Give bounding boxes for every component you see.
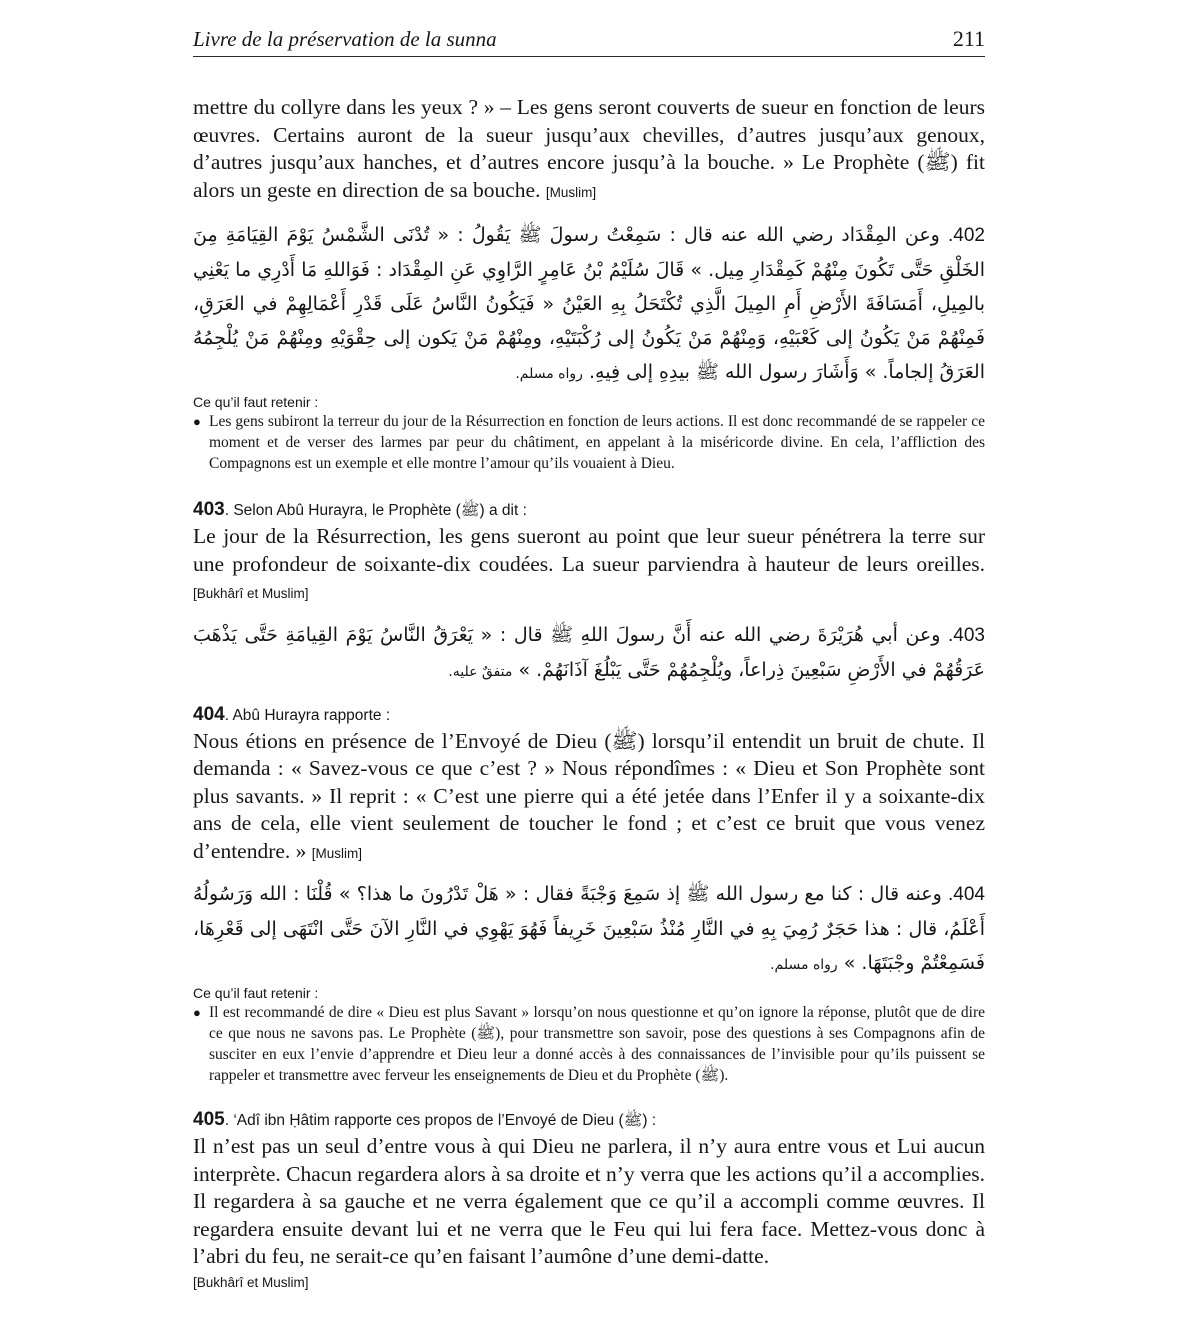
hadith-404-retain-label: Ce qu’il faut retenir : [193, 985, 319, 1001]
hadith-404-retain-item [193, 1002, 985, 1086]
hadith-405-source: [Bukhârî et Muslim] [193, 1274, 309, 1290]
hadith-402-arabic [193, 218, 985, 391]
hadith-405-french [193, 1133, 985, 1271]
hadith-404-arabic-text: وعنه قال : كنا مع رسول الله ﷺ إذ سَمِعَ وَجْبَةً فقال : « هَلْ تَدْرُونَ ما هذا؟ » قُلْنَا : الله وَرَسُولُهُ أَعْلَمُ، قال : هذا حَجَرٌ رُمِيَ بِهِ في النَّارِ مُنْذُ سَبْعِينَ خَرِيفاً فَهُوَ يَهْوِي في النَّارِ الآنَ حَتَّى انْتَهَى إلى قَعْرِهَا، فَسَمِعْتُمْ وجْبَتَهَا. » [193, 883, 985, 974]
hadith-403-arabic [193, 618, 985, 689]
bullet-icon: ● [193, 414, 201, 429]
intro-paragraph [193, 94, 985, 206]
hadith-404-heading [193, 705, 985, 726]
hadith-405-heading-text: . ‘Adî ibn Ḥâtim rapporte ces propos de l’Envoyé de Dieu (ﷺ) : [224, 1112, 657, 1129]
book-page [193, 22, 985, 1290]
running-header [193, 22, 985, 57]
hadith-404-arabic-number: 404. [948, 884, 985, 905]
intro-text: mettre du collyre dans les yeux ? » – Les gens seront couverts de sueur en fonction de leurs œuvres. Certains auront de la sueur jusqu’aux chevilles, d’autres jusqu’aux genoux, d’autres jusqu’aux hanches, et d’autres encore jusqu’à la bouche. » Le Prophète (ﷺ) fit alors un geste en direction de sa bouche. [193, 95, 985, 202]
hadith-403-arabic-text: وعن أبي هُرَيْرَةَ رضي الله عنه أَنَّ رسولَ اللهِ ﷺ قال : « يَعْرَقُ النَّاسُ يَوْمَ القِيامَةِ حَتَّى يَذْهَبَ عَرَقُهُمْ في الأَرْضِ سَبْعِينَ ذِراعاً، ويُلْجِمُهُمْ حَتَّى يَبْلُغَ آذَانَهُمْ. » [193, 623, 985, 681]
hadith-404-text: Nous étions en présence de l’Envoyé de Dieu (ﷺ) lorsqu’il entendit un bruit de chute. Il demanda : « Savez-vous ce que c’est ? » Nous répondîmes : « Dieu et Son Prophète sont plus savants. » Il reprit : « C’est une pierre qui a été jetée dans l’Enfer il y a soixante-dix ans de cela, elle vient seulement de toucher le fond ; et c’est ce bruit que vous venez d’entendre. » [193, 728, 985, 863]
hadith-403-text: Le jour de la Résurrection, les gens sueront au point que leur sueur pénétrera la terre sur une profondeur de soixante-dix coudées. La sueur parviendra à hauteur de leurs oreilles. [193, 524, 985, 576]
hadith-402-retain-text: Les gens subiront la terreur du jour de la Résurrection en fonction de leurs actions. Il est donc recommandé de se rappeler ce moment et de verser des larmes par peur du châtiment, en appelant à la miséricorde divine. En cela, l’affliction des Compagnons est un exemple et elle montre l’amour qu’ils vouaient à Dieu. [209, 413, 985, 472]
hadith-404-narration-source: رواه مسلم. [770, 957, 838, 973]
hadith-405-heading [193, 1110, 985, 1131]
hadith-402-arabic-text: وعن المِقْدَاد رضي الله عنه قال : سَمِعْتُ رسولَ ﷺ يَقُولُ : « تُدْنَى الشَّمْسُ يَوْمَ القِيَامَةِ مِنَ الخَلْقِ حَتَّى تَكُونَ مِنْهُمْ كَمِقْدَارِ مِيل. » قَالَ سُلَيْمُ بْنُ عَامِرٍ الرَّاوِي عَنِ المِقْدَاد : فَوَاللهِ مَا أَدْرِي ما يَعْنِي بالمِيلِ، أَمَسَافَةَ الأَرْضِ أَمِ المِيلَ الَّذِي تُكْتَحَلُ بِهِ العَيْنُ « فَيَكُونُ النَّاسُ عَلَى قَدْرِ أَعْمَالِهِمْ في العَرَقِ، فَمِنْهُمْ مَنْ يَكُونُ إلى كَعْبَيْهِ، وَمِنْهُمْ مَنْ يَكُونُ إلى رُكْبَتَيْهِ، ومِنْهُمْ مَنْ يَكون إلى حِقْوَيْهِ ومِنْهُمْ مَنْ يُلْجِمُهُ العَرَقُ إلجاماً. » وَأَشَارَ رسول الله ﷺ بيدِهِ إلى فِيهِ. [193, 224, 985, 383]
hadith-403-heading-text: . Selon Abû Hurayra, le Prophète (ﷺ) a dit : [224, 502, 527, 519]
hadith-402-arabic-number: 402. [948, 225, 985, 246]
hadith-402-narration-source: رواه مسلم. [515, 366, 583, 382]
hadith-404-french [193, 728, 985, 868]
hadith-402-retain-label: Ce qu’il faut retenir : [193, 394, 319, 410]
chapter-title: Livre de la préservation de la sunna [193, 27, 497, 51]
hadith-404-arabic [193, 877, 985, 982]
hadith-405-text: Il n’est pas un seul d’entre vous à qui Dieu ne parlera, il n’y aura entre vous et Lui aucun interprète. Chacun regardera alors à sa droite et n’y verra que les actions qu’il a accomplies. Il regardera à sa gauche et ne verra également que ce qu’il a accompli comme œuvres. Il regardera ensuite devant lui et ne verra que le Feu qui lui fera face. Mettez-vous donc à l’abri du feu, ne serait-ce qu’en faisant l’aumône d’une demi-datte. [193, 1134, 985, 1268]
hadith-402-retain-item [193, 411, 985, 474]
bullet-icon: ● [193, 1005, 201, 1020]
hadith-404-source: [Muslim] [311, 845, 363, 861]
hadith-403-french [193, 523, 985, 608]
hadith-403-narration-source: متفقٌ عليه. [448, 663, 513, 680]
hadith-403-number: 403 [193, 499, 225, 520]
hadith-404-number: 404 [193, 703, 225, 725]
hadith-403-arabic-number: 403. [948, 624, 985, 646]
hadith-405-number: 405 [193, 1109, 225, 1130]
intro-source: [Muslim] [545, 184, 597, 200]
hadith-403-source: [Bukhârî et Muslim] [193, 586, 309, 601]
page-number: 211 [952, 26, 985, 51]
hadith-404-heading-text: . Abû Hurayra rapporte : [224, 706, 391, 724]
hadith-404-retain-text: Il est recommandé de dire « Dieu est plus Savant » lorsqu’on nous questionne et qu’on ignore la réponse, plutôt que de dire ce que nous ne savons pas. Le Prophète (ﷺ), pour transmettre son savoir, pose des questions à ses Compagnons afin de susciter en eux l’envie d’apprendre et Dieu leur a donné accès à des connaissances de l’invisible pour qu’ils puissent se rappeler et transmettre avec ferveur les enseignements de Dieu et du Prophète (ﷺ). [209, 1004, 986, 1084]
hadith-403-heading [193, 500, 985, 521]
